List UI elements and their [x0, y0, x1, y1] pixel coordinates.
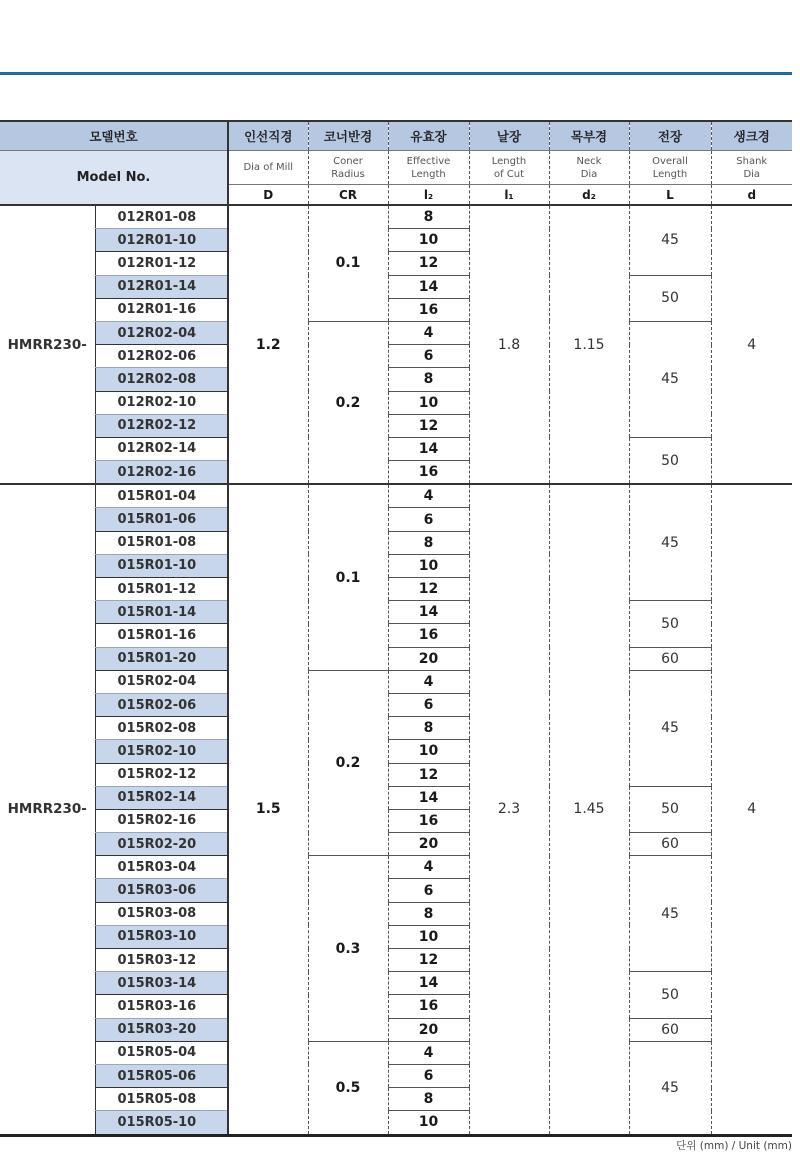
model-number: 015R03-06	[95, 879, 228, 902]
effective-length-value: 8	[388, 1088, 469, 1111]
overall-length-value: 45	[629, 670, 711, 786]
effective-length-value: 8	[388, 205, 469, 229]
length-of-cut-value: 2.3	[469, 484, 549, 1135]
table-row	[0, 601, 792, 624]
header-en-line1: Shank	[736, 155, 768, 167]
overall-length-value: 60	[629, 647, 711, 670]
effective-length-value: 12	[388, 252, 469, 275]
model-number: 012R01-12	[95, 252, 228, 275]
overall-length-value: 60	[629, 833, 711, 856]
header-model-en: Model No.	[0, 151, 228, 206]
effective-length-value: 6	[388, 345, 469, 368]
effective-length-value: 10	[388, 925, 469, 948]
corner-radius-value: 0.1	[308, 205, 388, 321]
effective-length-value: 14	[388, 786, 469, 809]
header-en-line1: Overall	[652, 155, 688, 167]
unit-note: 단위 (mm) / Unit (mm)	[676, 1140, 792, 1152]
effective-length-value: 4	[388, 856, 469, 879]
effective-length-value: 10	[388, 554, 469, 577]
overall-length-value: 50	[629, 437, 711, 484]
header-sym-d: d	[711, 185, 792, 206]
header-kr-neck-dia: 목부경	[549, 121, 629, 151]
table-row	[0, 972, 792, 995]
header-en-line2: of Cut	[493, 168, 525, 180]
model-number: 015R01-06	[95, 508, 228, 531]
overall-length-value: 50	[629, 972, 711, 1018]
model-number: 015R03-16	[95, 995, 228, 1018]
table-row	[0, 484, 792, 508]
overall-length-value: 45	[629, 1041, 711, 1135]
model-number: 015R01-12	[95, 578, 228, 601]
table-row	[0, 856, 792, 879]
model-number: 015R01-04	[95, 484, 228, 508]
model-number: 015R01-08	[95, 531, 228, 554]
overall-length-value: 50	[629, 601, 711, 647]
header-en-line2: Dia	[743, 168, 761, 180]
header-sym-d2: d₂	[549, 185, 629, 206]
effective-length-value: 16	[388, 624, 469, 647]
overall-length-value: 50	[629, 786, 711, 832]
model-group	[0, 484, 792, 1135]
effective-length-value: 14	[388, 972, 469, 995]
model-number: 015R05-10	[95, 1111, 228, 1135]
effective-length-value: 4	[388, 670, 469, 693]
header-en-line1: Neck	[576, 155, 602, 167]
effective-length-value: 6	[388, 1064, 469, 1087]
effective-length-value: 8	[388, 531, 469, 554]
model-number: 015R01-16	[95, 624, 228, 647]
model-number: 015R05-06	[95, 1064, 228, 1087]
shank-dia-value: 4	[711, 205, 792, 484]
header-row-english	[0, 151, 792, 185]
header-en-coner-radius	[308, 151, 388, 185]
model-number: 015R05-08	[95, 1088, 228, 1111]
corner-radius-value: 0.1	[308, 484, 388, 670]
model-number: 015R02-10	[95, 740, 228, 763]
effective-length-value: 10	[388, 740, 469, 763]
effective-length-value: 12	[388, 414, 469, 437]
header-en-line2: Dia	[580, 168, 598, 180]
header-en-line1: Coner	[333, 155, 363, 167]
header-en-overall-length	[629, 151, 711, 185]
header-en-length-of-cut	[469, 151, 549, 185]
header-en-line2: Radius	[331, 168, 365, 180]
model-number: 015R02-06	[95, 693, 228, 716]
overall-length-value: 45	[629, 205, 711, 275]
header-kr-effective-length: 유효장	[388, 121, 469, 151]
corner-radius-value: 0.3	[308, 856, 388, 1042]
model-number: 015R03-04	[95, 856, 228, 879]
effective-length-value: 4	[388, 484, 469, 508]
effective-length-value: 10	[388, 229, 469, 252]
effective-length-value: 6	[388, 508, 469, 531]
header-sym-L: L	[629, 185, 711, 206]
corner-radius-value: 0.2	[308, 670, 388, 856]
table-row	[0, 437, 792, 460]
corner-radius-value: 0.5	[308, 1041, 388, 1135]
table-row	[0, 321, 792, 344]
neck-dia-value: 1.45	[549, 484, 629, 1135]
header-en-neck-dia	[549, 151, 629, 185]
table-row	[0, 786, 792, 809]
series-prefix: HMRR230-	[0, 205, 95, 484]
overall-length-value: 45	[629, 484, 711, 600]
effective-length-value: 16	[388, 809, 469, 832]
effective-length-value: 20	[388, 647, 469, 670]
model-number: 015R01-20	[95, 647, 228, 670]
model-number: 012R02-12	[95, 414, 228, 437]
dia-of-mill-value: 1.2	[228, 205, 308, 484]
model-number: 015R01-14	[95, 601, 228, 624]
model-number: 015R03-10	[95, 925, 228, 948]
header-kr-dia-of-mill: 인선직경	[228, 121, 308, 151]
model-number: 015R02-20	[95, 833, 228, 856]
overall-length-value: 45	[629, 321, 711, 437]
effective-length-value: 10	[388, 1111, 469, 1135]
table-row	[0, 205, 792, 229]
effective-length-value: 12	[388, 763, 469, 786]
header-en-line1: Length	[491, 155, 527, 167]
effective-length-value: 8	[388, 368, 469, 391]
effective-length-value: 4	[388, 321, 469, 344]
model-number: 012R02-16	[95, 461, 228, 485]
model-number: 015R02-12	[95, 763, 228, 786]
effective-length-value: 12	[388, 949, 469, 972]
effective-length-value: 14	[388, 601, 469, 624]
header-en-effective-length	[388, 151, 469, 185]
model-number: 012R02-10	[95, 391, 228, 414]
header-kr-shank-dia: 생크경	[711, 121, 792, 151]
header-en-line2: Length	[652, 168, 688, 180]
effective-length-value: 6	[388, 879, 469, 902]
effective-length-value: 14	[388, 437, 469, 460]
header-row-korean	[0, 121, 792, 151]
table-row	[0, 670, 792, 693]
model-number: 012R01-16	[95, 298, 228, 321]
table-row	[0, 647, 792, 670]
header-en-dia-of-mill	[228, 151, 308, 185]
header-sym-CR: CR	[308, 185, 388, 206]
effective-length-value: 20	[388, 833, 469, 856]
header-kr-coner-radius: 코너반경	[308, 121, 388, 151]
effective-length-value: 4	[388, 1041, 469, 1064]
header-sym-D: D	[228, 185, 308, 206]
table-row	[0, 833, 792, 856]
model-number: 012R02-06	[95, 345, 228, 368]
model-number: 015R03-20	[95, 1018, 228, 1041]
effective-length-value: 8	[388, 902, 469, 925]
header-model-kr: 모델번호	[0, 121, 228, 151]
effective-length-value: 16	[388, 461, 469, 485]
spec-table-container	[0, 120, 792, 1137]
spec-table	[0, 120, 792, 1137]
header-kr-overall-length: 전장	[629, 121, 711, 151]
header-en-line1: Effective	[406, 155, 451, 167]
model-number: 012R02-04	[95, 321, 228, 344]
header-en-shank-dia	[711, 151, 792, 185]
dia-of-mill-value: 1.5	[228, 484, 308, 1135]
effective-length-value: 16	[388, 298, 469, 321]
effective-length-value: 12	[388, 578, 469, 601]
effective-length-value: 8	[388, 717, 469, 740]
corner-radius-value: 0.2	[308, 321, 388, 484]
effective-length-value: 14	[388, 275, 469, 298]
table-row	[0, 1018, 792, 1041]
length-of-cut-value: 1.8	[469, 205, 549, 484]
model-number: 015R05-04	[95, 1041, 228, 1064]
model-number: 015R02-04	[95, 670, 228, 693]
model-group	[0, 205, 792, 484]
model-number: 012R01-10	[95, 229, 228, 252]
model-number: 015R02-16	[95, 809, 228, 832]
model-number: 012R02-08	[95, 368, 228, 391]
effective-length-value: 20	[388, 1018, 469, 1041]
model-number: 015R02-08	[95, 717, 228, 740]
overall-length-value: 45	[629, 856, 711, 972]
overall-length-value: 60	[629, 1018, 711, 1041]
model-number: 015R03-08	[95, 902, 228, 925]
shank-dia-value: 4	[711, 484, 792, 1135]
model-number: 012R01-14	[95, 275, 228, 298]
table-row	[0, 1041, 792, 1064]
header-sym-l1: l₁	[469, 185, 549, 206]
model-number: 015R03-14	[95, 972, 228, 995]
header-en-line2: Length	[411, 168, 446, 180]
overall-length-value: 50	[629, 275, 711, 321]
header-en-line1: Dia of Mill	[243, 162, 294, 173]
effective-length-value: 16	[388, 995, 469, 1018]
header-sym-l2: l₂	[388, 185, 469, 206]
top-accent-line	[0, 72, 792, 75]
series-prefix: HMRR230-	[0, 484, 95, 1135]
model-number: 015R01-10	[95, 554, 228, 577]
effective-length-value: 6	[388, 693, 469, 716]
table-row	[0, 275, 792, 298]
header-kr-length-of-cut: 날장	[469, 121, 549, 151]
model-number: 012R01-08	[95, 205, 228, 229]
effective-length-value: 10	[388, 391, 469, 414]
model-number: 015R03-12	[95, 949, 228, 972]
model-number: 015R02-14	[95, 786, 228, 809]
neck-dia-value: 1.15	[549, 205, 629, 484]
model-number: 012R02-14	[95, 437, 228, 460]
